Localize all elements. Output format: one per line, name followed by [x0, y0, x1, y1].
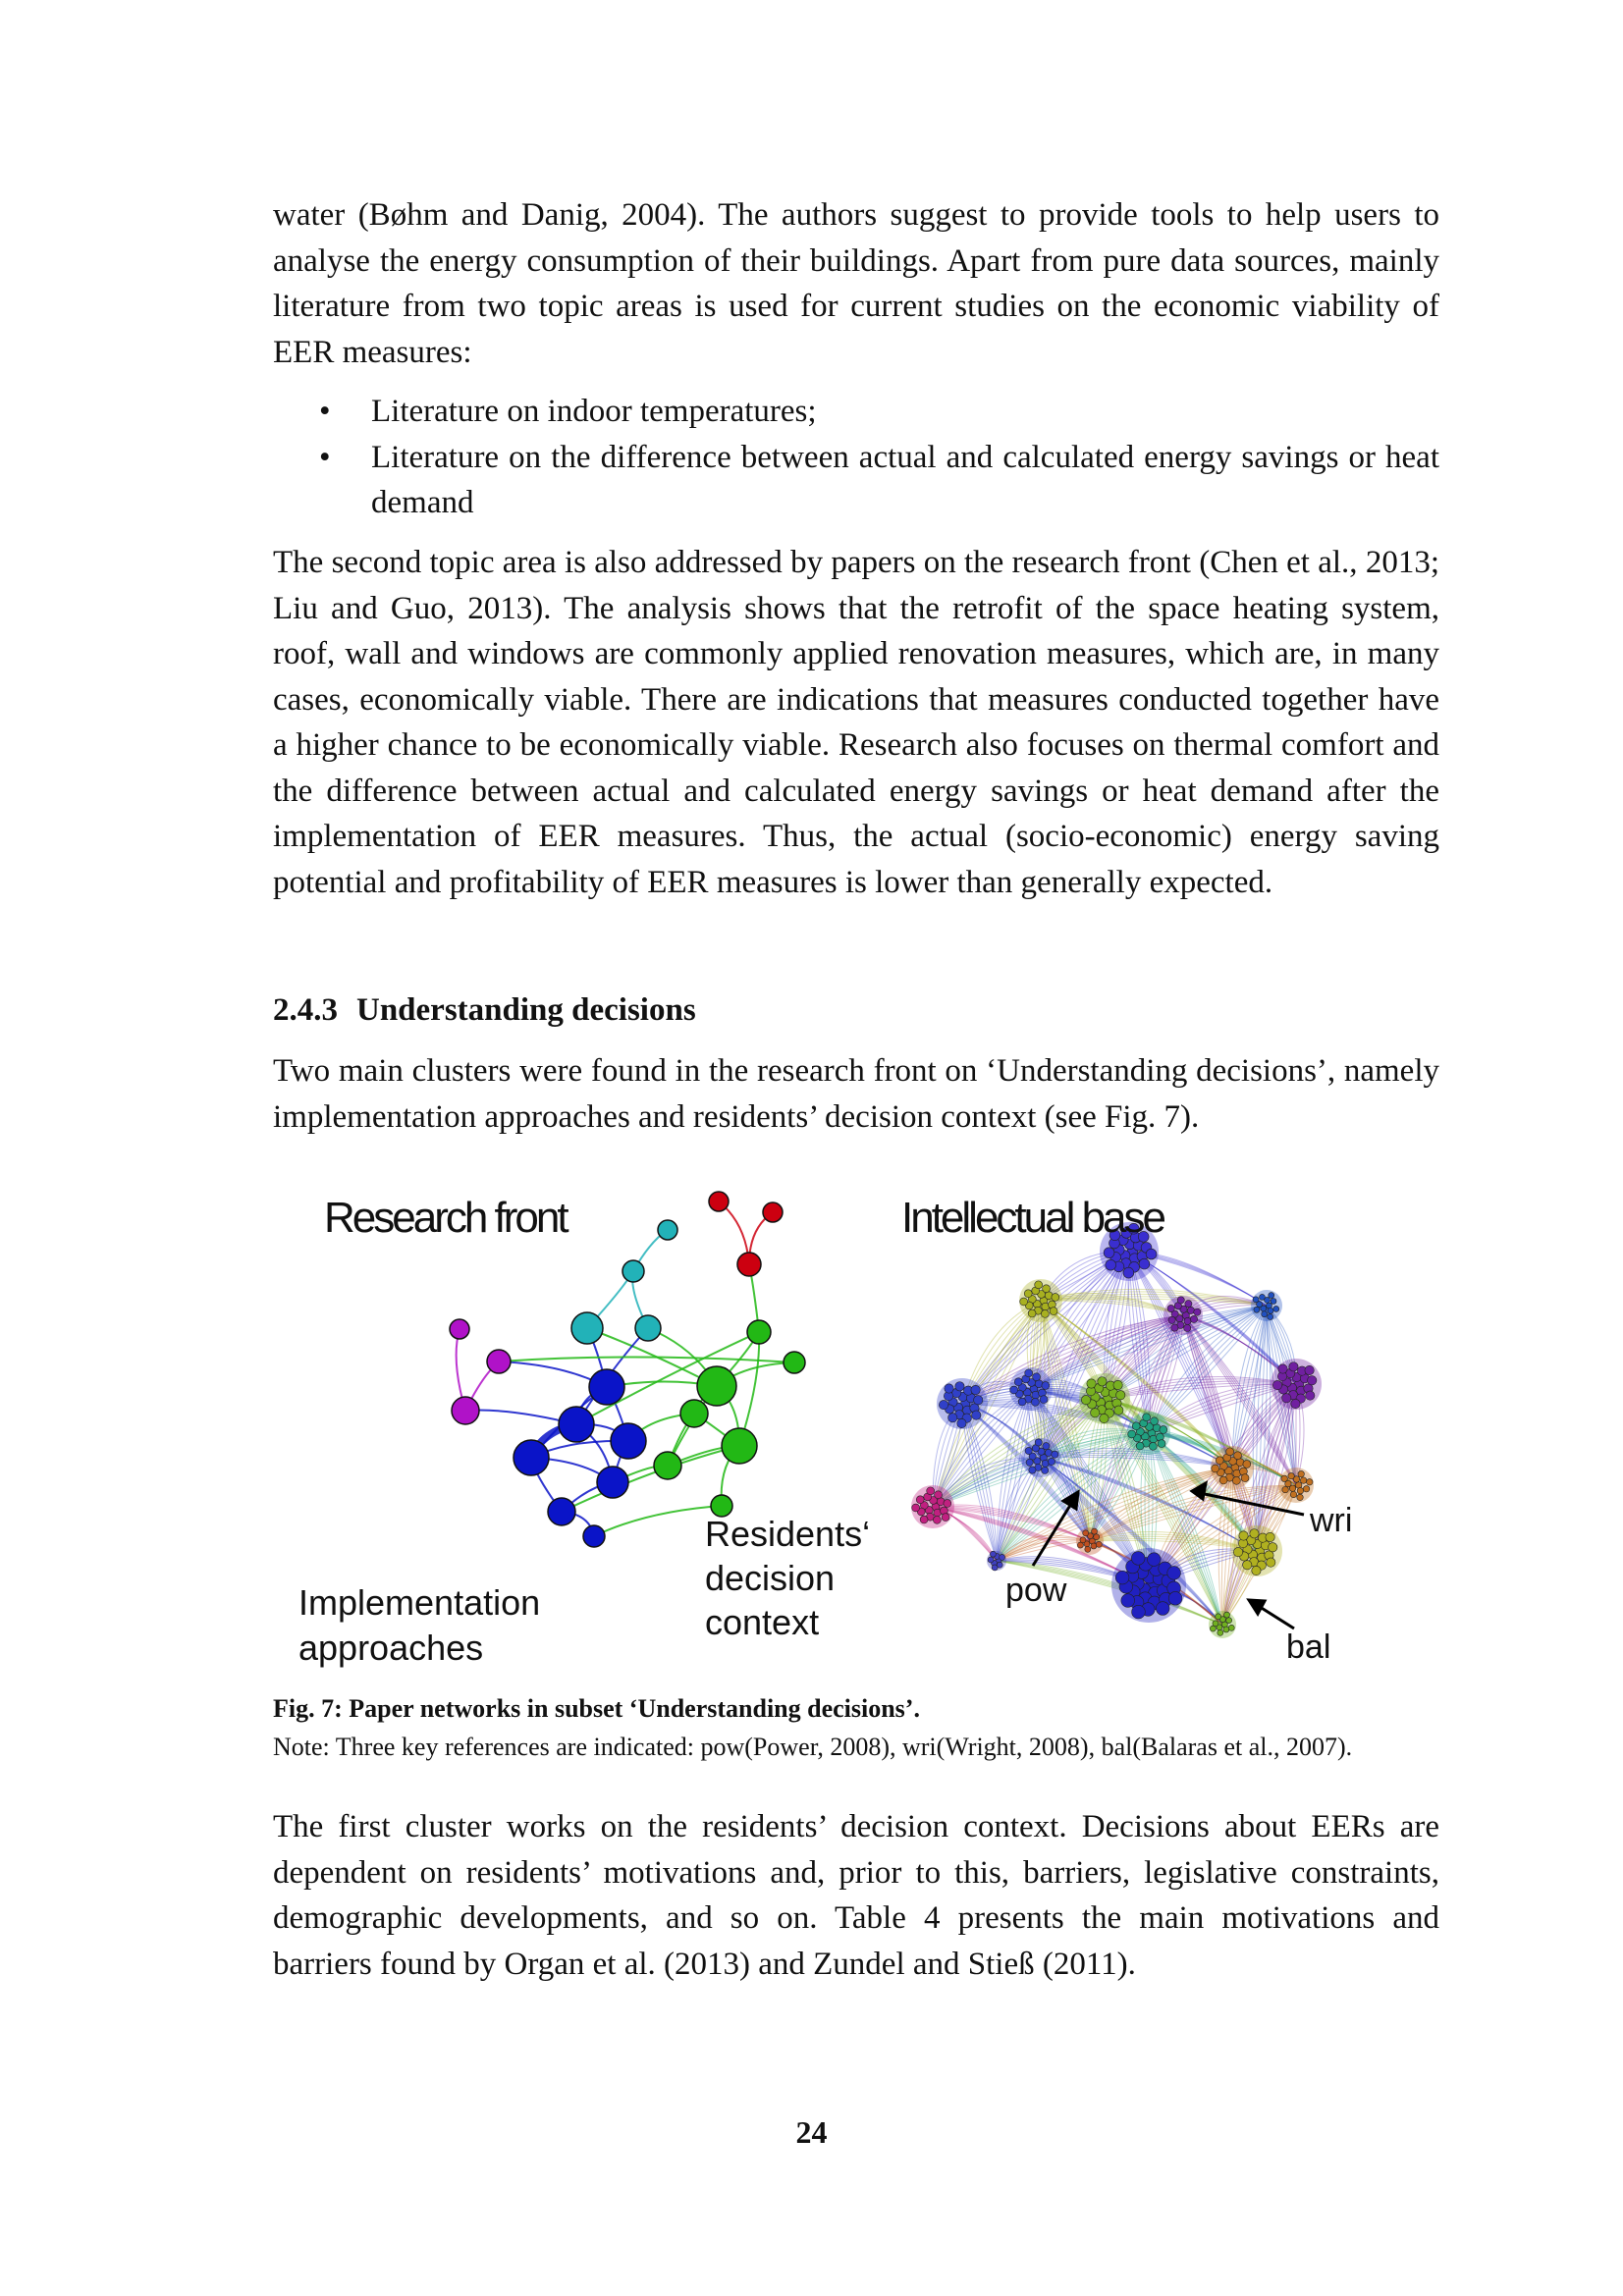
- network-node: [1106, 1259, 1116, 1270]
- network-cluster: [1251, 1290, 1282, 1321]
- network-node: [1139, 1258, 1150, 1269]
- network-cluster: [1127, 1412, 1170, 1455]
- network-node: [1281, 1475, 1287, 1481]
- network-node: [988, 1557, 994, 1563]
- figure-note: Note: Three key references are indicated: pow(Power, 2008), wri(Wright, 2008), bal(Balaras et al., 2007).: [273, 1733, 1353, 1761]
- network-node: [1217, 1629, 1223, 1635]
- network-node: [1306, 1391, 1315, 1400]
- figure-caption: Fig. 7: Paper networks in subset ‘Understanding decisions’.: [273, 1694, 920, 1723]
- network-node: [1121, 1594, 1135, 1608]
- network-node: [1224, 1612, 1230, 1618]
- network-node: [1300, 1477, 1306, 1483]
- network-node: [1308, 1376, 1317, 1385]
- network-node: [1160, 1426, 1167, 1434]
- network-edge: [499, 1357, 794, 1362]
- network-node: [1052, 1451, 1058, 1458]
- network-cluster: [937, 1378, 988, 1429]
- network-node: [1041, 1309, 1049, 1317]
- network-cluster: [1278, 1468, 1314, 1503]
- network-node: [945, 1384, 953, 1393]
- network-node: [514, 1440, 549, 1475]
- network-node: [635, 1315, 661, 1341]
- network-node: [1040, 1396, 1048, 1404]
- network-node: [1131, 1552, 1145, 1566]
- network-node: [1297, 1487, 1303, 1493]
- network-node: [1048, 1458, 1055, 1465]
- network-node: [1149, 1442, 1157, 1450]
- network-node: [1042, 1382, 1050, 1390]
- network-node: [1259, 1294, 1265, 1300]
- paragraph-2: The second topic area is also addressed by papers on the research front (Chen et al., 2013; Liu and Guo, 2013). The analysis shows that the retrofit of the space heating system, roof, wall and windows are commonly applied renovation measures, which are, in many cases, economically viable. There are indications that measures conducted together have a higher chance to be economically viable. Research also focuses on thermal comfort and the difference between actual and calculated energy savings or heat demand after the implementation of EER measures. Thus, the actual (socio-economic) energy saving potential and profitability of EER measures is lower than generally expected.: [273, 545, 1439, 900]
- network-node: [1266, 1532, 1274, 1541]
- network-node: [1114, 1406, 1123, 1415]
- network-node: [697, 1366, 736, 1406]
- network-node: [1239, 1531, 1248, 1540]
- paragraph-3: Two main clusters were found in the research front on ‘Understanding decisions’, namely implementation approaches and residents’ decision context (see Fig. 7).: [273, 1053, 1439, 1135]
- network-node: [1026, 1459, 1033, 1466]
- network-node: [487, 1350, 511, 1373]
- network-node: [1043, 1285, 1051, 1293]
- network-node: [1010, 1386, 1018, 1394]
- residents-label: Residents‘: [705, 1514, 871, 1554]
- network-node: [1282, 1394, 1291, 1403]
- network-node: [1050, 1308, 1057, 1315]
- network-node: [1298, 1470, 1304, 1476]
- network-node: [1000, 1554, 1005, 1560]
- network-node: [1132, 1422, 1140, 1430]
- network-node: [971, 1385, 980, 1394]
- decision-label: decision: [705, 1558, 836, 1598]
- network-node: [1272, 1380, 1281, 1389]
- network-node: [1077, 1542, 1083, 1548]
- network-node: [1024, 1290, 1032, 1298]
- network-node: [1168, 1591, 1182, 1605]
- network-node: [450, 1319, 469, 1339]
- network-node: [1226, 1618, 1232, 1624]
- network-node: [1092, 1528, 1098, 1534]
- wri-label: wri: [1310, 1502, 1353, 1539]
- network-node: [1091, 1409, 1100, 1417]
- network-node: [1243, 1461, 1251, 1468]
- network-node: [1216, 1457, 1223, 1465]
- network-cluster: [1111, 1548, 1186, 1623]
- network-node: [1035, 1281, 1043, 1289]
- network-node: [583, 1525, 605, 1547]
- network-cluster: [1021, 1438, 1060, 1477]
- network-node: [1128, 1430, 1136, 1438]
- bullet-dot: •: [319, 394, 331, 429]
- network-node: [1147, 1553, 1161, 1567]
- network-cluster: [911, 1485, 954, 1528]
- network-node: [1028, 1309, 1036, 1317]
- network-node: [955, 1382, 964, 1391]
- network-node: [1253, 1297, 1259, 1303]
- bullet-list: [273, 389, 1439, 526]
- network-cluster: [1009, 1367, 1053, 1411]
- bullet-text: Literature on the difference between actual and calculated energy savings or heat demand: [371, 439, 1439, 520]
- network-node: [1252, 1566, 1261, 1575]
- section-title: Understanding decisions: [356, 992, 696, 1028]
- intellectual-base-network: [911, 1222, 1322, 1638]
- network-node: [1190, 1315, 1197, 1322]
- network-node: [1031, 1398, 1039, 1406]
- bullet-text: Literature on indoor temperatures;: [371, 394, 817, 429]
- network-node: [1243, 1561, 1252, 1570]
- network-node: [763, 1202, 783, 1222]
- network-node: [916, 1496, 924, 1504]
- network-node: [1104, 1248, 1114, 1258]
- network-node: [1042, 1467, 1049, 1473]
- network-node: [1052, 1294, 1059, 1302]
- network-node: [1083, 1530, 1089, 1536]
- network-node: [1085, 1546, 1091, 1552]
- network-figure: [285, 1173, 1434, 1683]
- network-node: [658, 1220, 677, 1240]
- network-node: [1042, 1460, 1049, 1467]
- network-node: [1303, 1486, 1309, 1492]
- network-node: [1098, 1377, 1107, 1386]
- implementation-label: Implementation: [298, 1582, 541, 1623]
- network-node: [1171, 1324, 1178, 1331]
- section-number: 2.4.3: [273, 992, 338, 1028]
- list-item: [273, 389, 1439, 435]
- network-node: [1250, 1529, 1259, 1538]
- intellectual-base-title: Intellectual base: [901, 1194, 1163, 1242]
- bal-arrow-line: [1257, 1605, 1294, 1629]
- network-cluster: [1211, 1446, 1254, 1489]
- network-node: [611, 1423, 646, 1459]
- bullet-dot: •: [319, 439, 331, 475]
- network-node: [1307, 1479, 1313, 1485]
- network-node: [589, 1369, 624, 1405]
- context-label: context: [705, 1602, 820, 1642]
- bal-label: bal: [1286, 1629, 1331, 1666]
- network-edge: [1105, 1383, 1296, 1399]
- network-node: [935, 1491, 943, 1499]
- network-node: [1116, 1391, 1125, 1400]
- network-node: [1268, 1308, 1273, 1313]
- network-node: [1168, 1316, 1175, 1323]
- network-node: [1081, 1395, 1090, 1404]
- network-node: [1210, 1626, 1216, 1631]
- network-node: [957, 1418, 966, 1427]
- network-node: [1212, 1465, 1219, 1472]
- network-node: [1184, 1317, 1191, 1324]
- network-node: [1290, 1491, 1296, 1497]
- figure-7: [285, 1173, 1434, 1683]
- network-node: [1033, 1373, 1041, 1381]
- network-node: [709, 1192, 729, 1211]
- network-node: [571, 1312, 603, 1344]
- network-node: [1291, 1399, 1300, 1408]
- network-cluster: [1019, 1279, 1062, 1322]
- network-node: [680, 1400, 708, 1427]
- network-node: [1278, 1364, 1287, 1373]
- network-node: [1184, 1324, 1191, 1331]
- network-node: [1035, 1439, 1042, 1446]
- network-node: [1167, 1567, 1181, 1580]
- network-cluster: [1163, 1296, 1203, 1335]
- network-node: [1100, 1414, 1109, 1422]
- paragraph-4: The first cluster works on the residents’ decision context. Decisions about EERs are dependent on residents’ motivations and, prior to this, barriers, legislative constraints, demographic developments, and so on. Table 4 presents the main motivations and barriers found by Organ et al. (2013) and Zundel and Stieß (2011).: [273, 1809, 1439, 1982]
- network-node: [1241, 1474, 1249, 1482]
- network-node: [1018, 1398, 1026, 1406]
- network-node: [1305, 1365, 1314, 1374]
- network-node: [737, 1253, 761, 1276]
- network-node: [452, 1397, 479, 1424]
- network-node: [1269, 1293, 1274, 1299]
- network-node: [1156, 1602, 1169, 1616]
- network-node: [1020, 1298, 1028, 1306]
- research-front-title: Research front: [324, 1194, 567, 1242]
- network-node: [622, 1260, 644, 1282]
- network-node: [990, 1551, 996, 1557]
- network-node: [1233, 1547, 1242, 1556]
- paragraph-1: water (Bøhm and Danig, 2004). The authors suggest to provide tools to help users to analyse the energy consumption of their buildings. Apart from pure data sources, mainly literature from two topic areas is used for current studies on the economic viability of EER measures:: [273, 197, 1439, 370]
- network-node: [1151, 1417, 1159, 1425]
- network-node: [784, 1352, 805, 1373]
- network-node: [1087, 1379, 1096, 1388]
- network-node: [1226, 1448, 1234, 1456]
- network-node: [1014, 1378, 1022, 1386]
- network-cluster: [1231, 1525, 1282, 1576]
- network-node: [747, 1320, 771, 1344]
- list-item: [273, 435, 1439, 526]
- page-number: 24: [795, 2114, 828, 2150]
- network-cluster: [1079, 1373, 1130, 1424]
- network-node: [722, 1428, 757, 1464]
- network-node: [942, 1514, 949, 1522]
- approaches-label: approaches: [298, 1628, 484, 1668]
- network-node: [944, 1500, 951, 1508]
- network-node: [1043, 1443, 1050, 1450]
- network-cluster: [1209, 1611, 1236, 1638]
- network-node: [1297, 1494, 1303, 1500]
- network-node: [1187, 1307, 1194, 1313]
- network-node: [1091, 1543, 1097, 1549]
- network-node: [1268, 1313, 1273, 1319]
- network-node: [912, 1504, 920, 1512]
- network-node: [1216, 1614, 1221, 1620]
- network-node: [654, 1452, 681, 1479]
- network-node: [1232, 1476, 1240, 1484]
- network-node: [1113, 1380, 1122, 1389]
- network-node: [1167, 1305, 1174, 1311]
- network-node: [1045, 1449, 1052, 1456]
- pow-label: pow: [1005, 1572, 1067, 1609]
- network-node: [933, 1516, 941, 1523]
- network-node: [1115, 1571, 1129, 1584]
- network-node: [1146, 1249, 1157, 1259]
- network-node: [1096, 1541, 1102, 1547]
- network-cluster: [1271, 1359, 1322, 1410]
- network-node: [974, 1396, 983, 1405]
- network-cluster: [1076, 1527, 1104, 1555]
- network-node: [1143, 1414, 1151, 1421]
- network-node: [1288, 1472, 1294, 1478]
- network-node: [1025, 1369, 1033, 1377]
- network-node: [1271, 1298, 1276, 1304]
- network-node: [597, 1467, 628, 1498]
- network-node: [992, 1565, 998, 1571]
- network-node: [1177, 1297, 1184, 1304]
- network-node: [1267, 1558, 1275, 1567]
- network-edge: [594, 1506, 722, 1536]
- network-node: [939, 1400, 947, 1409]
- network-cluster: [987, 1551, 1006, 1571]
- research-front-network: [450, 1192, 805, 1547]
- network-node: [1289, 1362, 1298, 1371]
- network-node: [1185, 1301, 1192, 1308]
- section-heading: [273, 988, 696, 1033]
- network-node: [1223, 1627, 1229, 1632]
- network-node: [1136, 1442, 1144, 1450]
- network-node: [1123, 1267, 1134, 1278]
- network-node: [1282, 1486, 1288, 1492]
- network-node: [1273, 1306, 1279, 1311]
- network-node: [1262, 1311, 1268, 1317]
- network-node: [920, 1516, 928, 1523]
- network-node: [1234, 1452, 1242, 1460]
- network-node: [1029, 1467, 1036, 1473]
- network-node: [972, 1411, 981, 1419]
- network-node: [559, 1407, 594, 1442]
- network-node: [1269, 1543, 1277, 1552]
- network-node: [1094, 1534, 1100, 1540]
- bal-arrow-head: [1249, 1600, 1265, 1614]
- network-node: [548, 1498, 575, 1525]
- network-node: [1025, 1447, 1032, 1454]
- network-node: [1219, 1476, 1227, 1484]
- network-node: [1194, 1308, 1201, 1315]
- network-node: [927, 1487, 935, 1495]
- wri-arrow-head: [1192, 1483, 1206, 1499]
- network-node: [1158, 1440, 1165, 1448]
- network-node: [1254, 1307, 1260, 1312]
- network-node: [1228, 1625, 1234, 1630]
- network-node: [948, 1414, 957, 1422]
- network-node: [1132, 1605, 1146, 1619]
